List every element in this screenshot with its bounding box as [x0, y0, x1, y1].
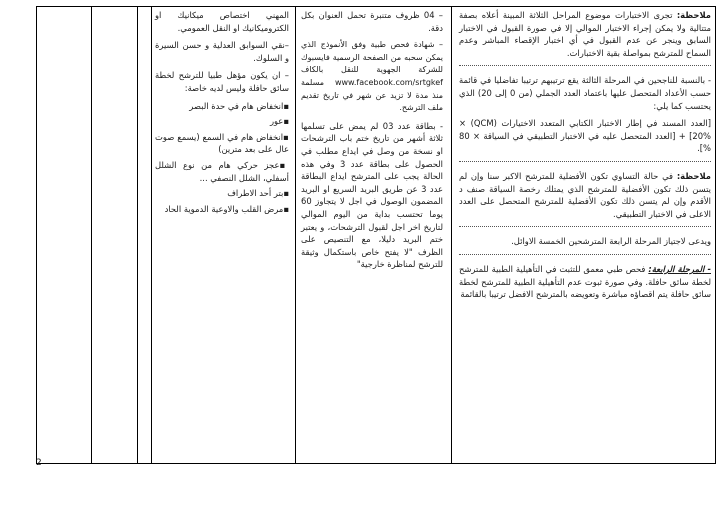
col-empty-mid — [91, 7, 137, 463]
dotted-divider — [459, 254, 711, 255]
note-tie-break: ملاحظة: في حالة التساوي تكون الأفضلية للمترشح الاكبر سنا وإن لم يتسن ذلك تكون الأفضلية للمترشح الذي يمتلك رخصة السياقة صنف د الأقدم وإن لم يتسن ذلك تكون الأفضلية للمترشح المتحصل على العدد الاعلى في الاختبار التطبيقي. — [459, 170, 711, 219]
conditions-intro: المهني اختصاص ميكانيك او الكتروميكانيك او النقل العمومي. — [155, 10, 289, 33]
dotted-divider — [459, 161, 711, 162]
note-label: ملاحظة: — [676, 170, 711, 181]
list-item: ▪انخفاض هام في السمع (يسمع صوت عال على بعد مترين) — [155, 131, 289, 155]
col-stages — [451, 7, 717, 463]
criminal-record-item: - بطاقة عدد 03 لم يمض على تسلمها ثلاثة أشهر من تاريخ ختم باب الترشحات او نسخة من وصل في ايداع مطلب في الحصول على بطاقة عدد 3 وفي هذه الحالة يجب على المترشح ايداع البطاقة عدد 3 عن طريق البريد السريع او البريد المضمون الوصول في اجل لا يتجاوز 60 يوما تحتسب بداية من اليوم الموالي لتاريخ اخر اجل لقبول الترشحات، و يعتبر ختم البريد دليلا، مع التنصيص على الظرف "لا يفتح خاص باستكمال وثيقة للترشح لمناظرة خارجية" — [301, 120, 443, 270]
col-empty-left — [37, 7, 91, 463]
stage-four-label: - المرحلة الرابعة: — [648, 263, 711, 274]
column-divider — [137, 7, 138, 463]
dotted-divider — [459, 65, 711, 66]
ranking-formula: [العدد المسند في إطار الاختبار الكتابي المتعدد الاختيارات (QCM) × 20%] + [العدد المتحصل عليه في الاختبار التطبيقي في السياقة × 80 %]. — [459, 118, 711, 154]
stage-four: - المرحلة الرابعة: فحص طبي معمق للتثبت في التأهيلية الطبية للمترشح لخطة سائق حافلة. وفي صورة ثبوت عدم التأهيلية الطبية للمترشح لخطة سائق حافلة يتم اقصاؤه مباشرة وتعويضه بالمترشح الافضل ترتيبا بالقائمة — [459, 263, 711, 300]
envelopes-item: – 04 ظروف متنبرة تحمل العنوان بكل دقة. — [301, 10, 443, 33]
page-number: 2 — [36, 458, 42, 468]
medical-conditions-list — [155, 100, 289, 216]
list-item: ▪عجز حركي هام من نوع الشلل أسفلي، الشلل النصفي ... — [155, 159, 289, 183]
col-documents — [295, 7, 451, 463]
medical-certificate-item: – شهادة فحص طبية وفق الأنموذج الذي يمكن سحبه من الصفحة الرسمية فايسبوك للشركة الجهوية للنقل بالكاف www.facebook.com/srtgkef مسلمة منذ مدة لا تزيد عن شهر في تاريخ تقديم ملف الترشح. — [301, 40, 443, 113]
note-label: ملاحظة: — [676, 10, 711, 20]
ranking-text: - بالنسبة للناجحين في المرحلة الثالثة يقع ترتيبهم ترتيبا تفاضليا في قائمة حسب الأعداد المتحصل عليها باعتماد العدد الجملي (من 0 إلى 20) الذي يحتسب كما يلي: — [459, 75, 712, 111]
col-conditions — [151, 7, 295, 463]
list-item: ▪مرض القلب والاوعية الدموية الحاد — [164, 203, 289, 214]
content-table — [36, 6, 716, 464]
list-item: ▪انخفاض هام في حدة البصر — [189, 100, 289, 111]
note-sequence: ملاحظة: تجرى الاختبارات موضوع المراحل الثلاثة المبينة أعلاه بصفة متتالية ولا يمكن إجراء الاختبار الموالي إلا في صورة القبول في الاختبار السابق وينجر عن عدم القبول في أي اختبار الإقصاء المباشر وعدم السماح للمترشح بمواصلة بقية الاختبارات. — [459, 10, 711, 58]
invite-text: ويدعى لاجتياز المرحلة الرابعة المترشحين الخمسة الاوائل. — [511, 236, 711, 247]
list-item: ▪عور — [269, 116, 289, 127]
clean-record-condition: –نقي السوابق العدلية و حسن السيرة و السلوك. — [155, 40, 289, 63]
list-item: ▪بتر أحد الاطراف — [227, 188, 289, 199]
medical-fit-condition: – ان يكون مؤهل طبيا للترشح لخطة سائق حافلة وليس لديه خاصة: — [155, 70, 289, 93]
dotted-divider — [459, 226, 711, 227]
